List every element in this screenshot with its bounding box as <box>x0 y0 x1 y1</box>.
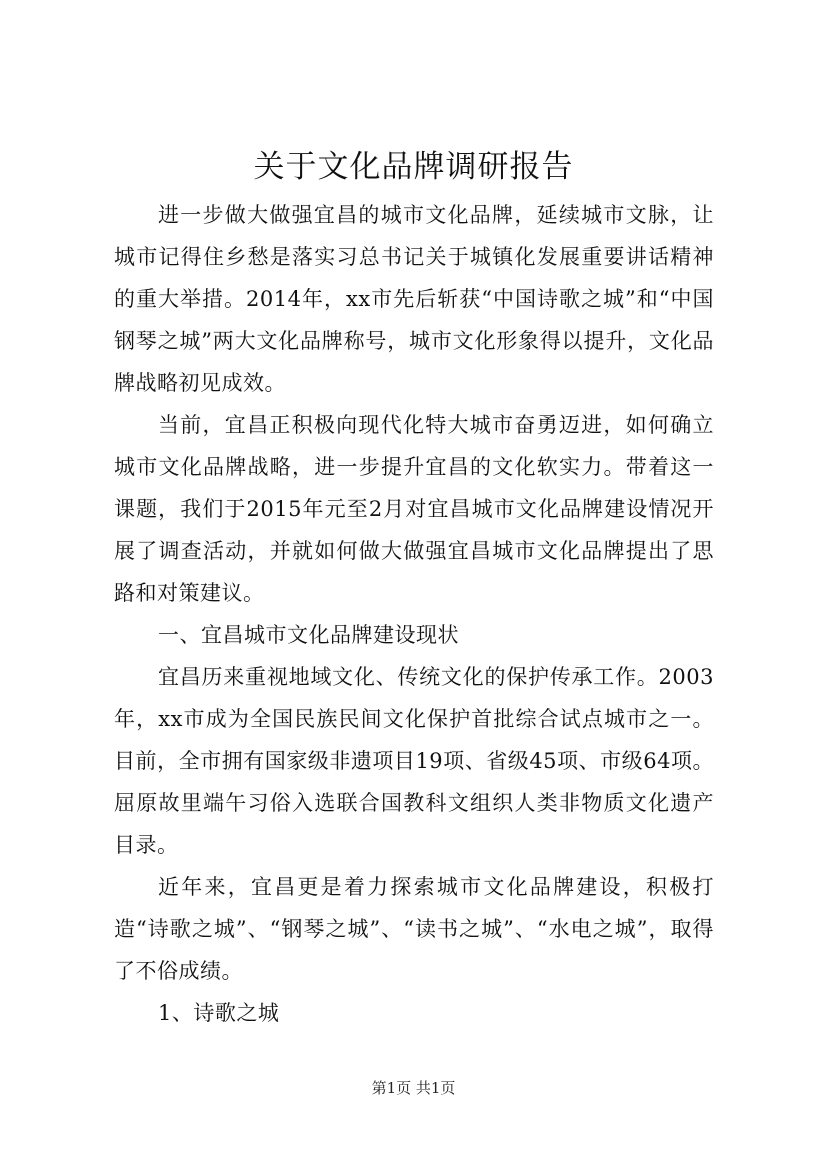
paragraph-current: 当前，宜昌正积极向现代化特大城市奋勇迈进，如何确立城市文化品牌战略，进一步提升宜昌的文化软实力。带着这一课题，我们于2015年元至2月对宜昌城市文化品牌建设情况开展了调查活动，并就如何做大做强宜昌城市文化品牌提出了思路和对策建议。 <box>114 413 714 605</box>
page-footer: 第1页 共1页 <box>371 1079 456 1097</box>
section-heading-status: 一、宜昌城市文化品牌建设现状 <box>158 623 459 647</box>
document-body <box>114 194 714 1034</box>
paragraph-heritage: 宜昌历来重视地域文化、传统文化的保护传承工作。2003年，xx市成为全国民族民间文化保护首批综合试点城市之一。目前，全市拥有国家级非遗项目19项、省级45项、市级64项。屈原故里端午习俗入选联合国教科文组织人类非物质文化遗产目录。 <box>114 665 714 857</box>
paragraph-recent: 近年来，宜昌更是着力探索城市文化品牌建设，积极打造“诗歌之城”、“钢琴之城”、“读书之城”、“水电之城”，取得了不俗成绩。 <box>114 875 714 983</box>
paragraph-intro: 进一步做大做强宜昌的城市文化品牌，延续城市文脉，让城市记得住乡愁是落实习总书记关于城镇化发展重要讲话精神的重大举措。2014年，xx市先后斩获“中国诗歌之城”和“中国钢琴之城”两大文化品牌称号，城市文化形象得以提升，文化品牌战略初见成效。 <box>114 203 714 395</box>
subsection-heading-poetry: 1、诗歌之城 <box>158 1001 280 1025</box>
document-title: 关于文化品牌调研报告 <box>253 149 574 185</box>
